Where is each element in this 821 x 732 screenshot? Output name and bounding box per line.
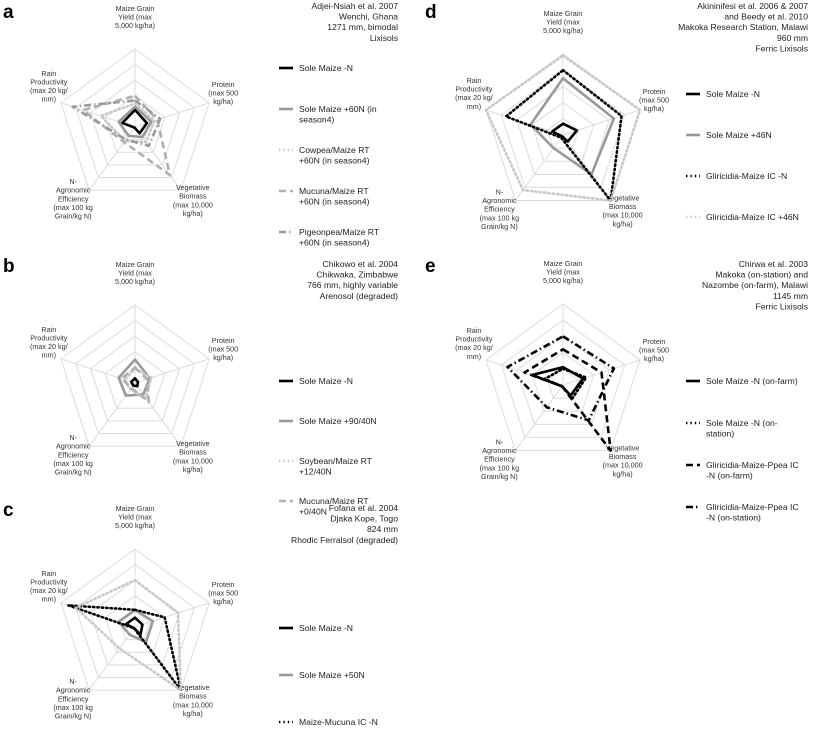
spoke — [135, 383, 181, 446]
axis-label-n-efficiency: N-Agronomic Efficiency (max 100 kg Grain/kg N) — [53, 433, 93, 477]
legend-label: Mucuna/Maize RT +0/40N — [299, 496, 369, 517]
panel-letter: c — [3, 500, 14, 521]
axis-label-rain-productivity: Rain Productivity (max 20 kg/ mm) — [30, 324, 68, 360]
panel-letter: d — [425, 2, 437, 23]
legend-label: Gliricidia-Maize IC +46N — [706, 212, 799, 222]
axis-label-biomass: Vegetative Biomass (max 10,000 kg/ha) — [602, 193, 643, 229]
axis-label-n-efficiency: N-Agronomic Efficiency (max 100 kg Grain/kg N) — [53, 677, 93, 721]
legend-label: Pigeonpea/Maize RT +60N (in season4) — [299, 227, 380, 248]
panel-letter: b — [3, 256, 15, 277]
axis-label-protein: Protein (max 500 kg/ha) — [639, 86, 670, 114]
legend-label: Sole Maize -N — [299, 623, 353, 633]
axis-label-rain-productivity: Rain Productivity (max 20 kg/ mm) — [455, 75, 493, 111]
axis-label-biomass: Vegetative Biomass (max 10,000 kg/ha) — [172, 183, 213, 218]
axis-label-rain-productivity: Rain Productivity (max 20 kg/ mm) — [30, 568, 68, 604]
panel-c — [3, 500, 398, 732]
axis-label-protein: Protein (max 500 kg/ha) — [208, 79, 239, 107]
legend-label: Sole Maize +90/40N — [299, 416, 377, 426]
axis-label-maize-yield: Maize Grain Yield (max 5,000 kg/ha) — [115, 260, 155, 287]
axis-label-rain-productivity: Rain Productivity (max 20 kg/ mm) — [455, 325, 493, 361]
axis-label-biomass: Vegetative Biomass (max 10,000 kg/ha) — [172, 683, 213, 718]
citation: Chirwa et al. 2003 Makoka (on-station) and Nazombe (on-farm), Malawi 1145 mm Ferric Lixisols — [701, 259, 808, 312]
spoke — [89, 383, 135, 446]
legend-label: Gliricidia-Maize-Ppea IC -N (on-station) — [706, 502, 799, 523]
legend-label: Mucuna/Maize RT +60N (in season4) — [299, 186, 370, 207]
citation: Adjei-Nsiah et al. 2007 Wenchi, Ghana 1271 mm, bimodal Lixisols — [311, 1, 398, 43]
legend-label: Gliricidia-Maize IC -N — [706, 171, 788, 181]
legend-label: Sole Maize +60N (in season4) — [299, 104, 377, 125]
legend-label: Sole Maize +50N — [299, 670, 365, 680]
axis-label-n-efficiency: N-Agronomic Efficiency (max 100 kg Grain/kg N) — [53, 177, 93, 221]
citation: Akininifesi et al. 2006 & 2007 and Beedy et al. 2010 Makoka Research Station, Malawi 960 mm Ferric Lixisols — [678, 1, 808, 54]
panel-e — [425, 256, 808, 523]
legend-label: Sole Maize -N (on-station) — [706, 418, 778, 439]
legend-label: Sole Maize -N — [706, 89, 760, 99]
axis-label-maize-yield: Maize Grain Yield (max 5,000 kg/ha) — [543, 9, 583, 36]
axis-label-n-efficiency: N-Agronomic Efficiency (max 100 kg Grain/kg N) — [479, 437, 520, 481]
spoke — [515, 385, 563, 451]
legend-label: Sole Maize -N — [299, 376, 353, 386]
legend-label: Soybean/Maize RT +12/40N — [299, 456, 372, 477]
legend-label: Maize-Mucuna IC -N — [299, 717, 378, 727]
panel-a — [3, 1, 398, 248]
axis-label-maize-yield: Maize Grain Yield (max 5,000 kg/ha) — [543, 259, 583, 286]
axis-label-biomass: Vegetative Biomass (max 10,000 kg/ha) — [172, 439, 213, 474]
panel-letter: a — [3, 2, 14, 23]
spoke — [89, 627, 135, 690]
panel-b — [3, 256, 398, 517]
legend-label: Gliricidia-Maize-Ppea IC -N (on-farm) — [706, 460, 799, 481]
axis-label-protein: Protein (max 500 kg/ha) — [208, 335, 239, 363]
axis-label-maize-yield: Maize Grain Yield (max 5,000 kg/ha) — [115, 4, 155, 31]
legend-label: Sole Maize -N — [299, 63, 353, 73]
legend-label: Cowpea/Maize RT +60N (in season4) — [299, 145, 370, 166]
legend-label: Sole Maize +46N — [706, 130, 772, 140]
legend-label: Sole Maize -N (on-farm) — [706, 376, 798, 386]
axis-label-maize-yield: Maize Grain Yield (max 5,000 kg/ha) — [115, 504, 155, 531]
axis-label-biomass: Vegetative Biomass (max 10,000 kg/ha) — [602, 443, 643, 479]
axis-label-rain-productivity: Rain Productivity (max 20 kg/ mm) — [30, 68, 68, 104]
axis-label-protein: Protein (max 500 kg/ha) — [208, 579, 239, 607]
axis-label-protein: Protein (max 500 kg/ha) — [639, 336, 670, 364]
spoke — [135, 603, 209, 627]
series-line — [524, 349, 610, 450]
panel-letter: e — [425, 256, 436, 277]
panel-d — [425, 1, 808, 231]
spoke — [563, 110, 640, 135]
axis-label-n-efficiency: N-Agronomic Efficiency (max 100 kg Grain/kg N) — [479, 187, 520, 231]
citation: Chikowo et al. 2004 Chikwaka, Zimbabwe 766 mm, highly variable Arenosol (degraded) — [307, 259, 398, 301]
series-line — [119, 610, 153, 642]
citation: Fofana et al. 2004 Djaka Kope, Togo 824 mm Rhodic Ferralsol (degraded) — [291, 503, 398, 545]
